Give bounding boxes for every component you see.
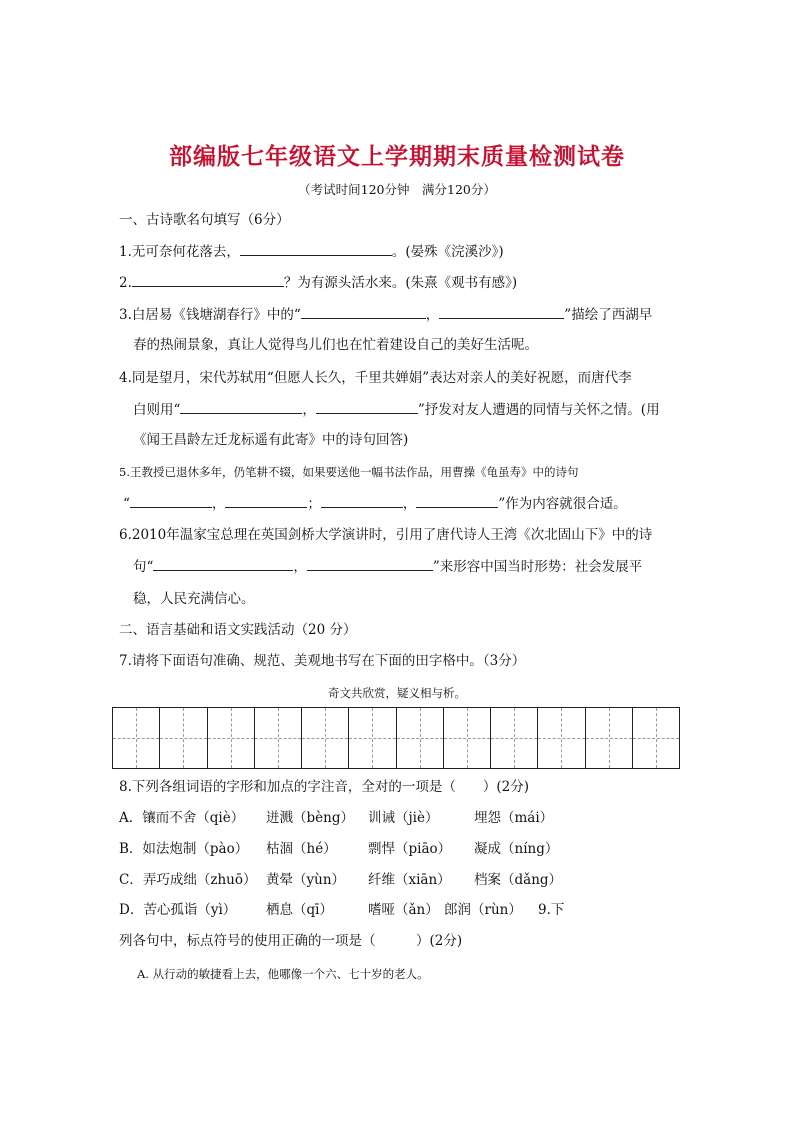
q5-semicolon: ； xyxy=(307,496,321,512)
option-b-word-1: B．如法炮制（pào） xyxy=(119,841,249,857)
question-6-cont2: 稳，人民充满信心。 xyxy=(133,591,255,607)
question-7: 7.请将下面语句准确、规范、美观地书写在下面的田字格中。（3分） xyxy=(119,653,526,669)
option-a-word-3: 训诫（jiè） xyxy=(368,810,439,826)
q4-text: 白则用“ xyxy=(133,402,181,418)
question-4-cont xyxy=(133,399,660,420)
option-d-word-2: 栖息（qī） xyxy=(266,902,333,918)
q3-comma: ， xyxy=(425,307,440,323)
q3-text: 3.白居易《钱塘湖春行》中的“ xyxy=(119,307,301,323)
grid-cell[interactable] xyxy=(255,708,302,768)
section-heading-2: 二、语言基础和语文实践活动（20 分） xyxy=(119,622,357,638)
q6-text-end: ”来形容中国当时形势：社会发展平 xyxy=(432,559,643,575)
question-9: 列各句中，标点符号的使用正确的一项是（ ）(2分) xyxy=(119,933,463,949)
grid-cell[interactable] xyxy=(302,708,349,768)
question-8: 8.下列各组词语的字形和加点的字注音，全对的一项是（ ）(2分) xyxy=(119,779,530,795)
question-1 xyxy=(119,241,504,262)
option-d-word-4: 郎润（rùn） xyxy=(444,902,522,918)
answer-blank[interactable] xyxy=(153,556,293,571)
option-9-a[interactable]: A. 从行动的敏捷看上去，他哪像一个六、七十岁的老人。 xyxy=(137,967,429,981)
q4-comma: ， xyxy=(302,402,316,418)
option-a-word-4: 埋怨（mái） xyxy=(474,810,554,826)
option-b-word-2: 枯涸（hé） xyxy=(266,841,337,857)
section-heading-1: 一、古诗歌名句填写（6分） xyxy=(119,212,290,228)
question-4: 4.同是望月，宋代苏轼用“但愿人长久，千里共婵娟”表达对亲人的美好祝愿，而唐代李 xyxy=(119,370,632,386)
answer-blank[interactable] xyxy=(321,493,403,508)
option-d-word-1: D．苦心孤诣（yì） xyxy=(119,902,237,918)
question-6: 6.2010年温家宝总理在英国剑桥大学演讲时，引用了唐代诗人王湾《次北固山下》中的诗 xyxy=(119,527,653,543)
q6-comma: ， xyxy=(293,559,307,575)
answer-blank[interactable] xyxy=(439,304,564,319)
copy-sentence: 奇文共欣赏，疑义相与析。 xyxy=(328,686,466,700)
grid-cell[interactable] xyxy=(444,708,491,768)
q1-source: 。(晏殊《浣溪沙》) xyxy=(391,244,504,260)
answer-blank[interactable] xyxy=(301,304,426,319)
question-3 xyxy=(119,304,652,325)
option-a-word-2: 迸溅（bèng） xyxy=(266,810,354,826)
option-c-word-2: 黄晕（yùn） xyxy=(266,872,346,888)
grid-cell[interactable] xyxy=(538,708,585,768)
answer-blank[interactable] xyxy=(130,493,212,508)
option-c-word-4: 档案（dǎng） xyxy=(474,872,563,888)
option-b-word-4: 凝成（níng） xyxy=(474,841,559,857)
exam-info: （考试时间120分钟 满分120分） xyxy=(298,182,496,197)
q2-text: ？为有源头活水来。(朱熹《观书有感》) xyxy=(283,275,518,291)
question-3-cont: 春的热闹景象，真让人觉得鸟儿们也在忙着建设自己的美好生活呢。 xyxy=(133,337,538,353)
question-5: 5.王教授已退休多年，仍笔耕不辍，如果要送他一幅书法作品，用曹操《龟虽寿》中的诗句 xyxy=(119,465,579,479)
grid-cell[interactable] xyxy=(208,708,255,768)
grid-cell[interactable] xyxy=(586,708,633,768)
q5-comma: ， xyxy=(402,496,417,512)
option-row-c[interactable] xyxy=(119,870,562,890)
option-c-word-3: 纤维（xiān） xyxy=(368,872,451,888)
tianzi-grid[interactable] xyxy=(112,707,680,769)
answer-blank[interactable] xyxy=(416,493,498,508)
answer-blank[interactable] xyxy=(307,556,433,571)
answer-blank[interactable] xyxy=(240,241,392,256)
answer-blank[interactable] xyxy=(225,493,307,508)
option-row-d[interactable] xyxy=(119,900,564,920)
q5-text-end: ”作为内容就很合适。 xyxy=(498,496,627,512)
option-b-word-3: 剽悍（piāo） xyxy=(368,841,452,857)
grid-cell[interactable] xyxy=(491,708,538,768)
option-row-a[interactable] xyxy=(119,808,553,828)
answer-blank[interactable] xyxy=(316,399,418,414)
grid-cell[interactable] xyxy=(160,708,207,768)
option-c-word-1: C．弄巧成绌（zhuō） xyxy=(119,872,257,888)
q5-comma: ， xyxy=(211,496,226,512)
answer-blank[interactable] xyxy=(132,272,284,287)
q2-number: 2. xyxy=(119,275,132,291)
question-5-cont xyxy=(123,493,627,514)
grid-cell[interactable] xyxy=(397,708,444,768)
q4-text-end: ”抒发对友人遭遇的同情与关怀之情。(用 xyxy=(417,402,660,418)
q6-text: 句“ xyxy=(133,559,154,575)
question-4-cont2: 《闻王昌龄左迁龙标遥有此寄》中的诗句回答) xyxy=(133,432,409,448)
q1-text: 1.无可奈何花落去， xyxy=(119,244,240,260)
question-9-number: 9.下 xyxy=(538,902,565,918)
question-2 xyxy=(119,272,517,293)
question-6-cont xyxy=(133,556,642,577)
q3-text-end: ”描绘了西湖早 xyxy=(564,307,653,323)
q5-quote: “ xyxy=(123,496,130,512)
option-row-b[interactable] xyxy=(119,839,558,859)
grid-cell[interactable] xyxy=(633,708,679,768)
grid-cell[interactable] xyxy=(113,708,160,768)
grid-cell[interactable] xyxy=(349,708,396,768)
answer-blank[interactable] xyxy=(180,399,302,414)
option-d-word-3: 嗜哑（ǎn） xyxy=(368,902,439,918)
option-a-word-1: A．镶而不舍（qiè） xyxy=(119,810,245,826)
page-title: 部编版七年级语文上学期期末质量检测试卷 xyxy=(169,143,625,170)
